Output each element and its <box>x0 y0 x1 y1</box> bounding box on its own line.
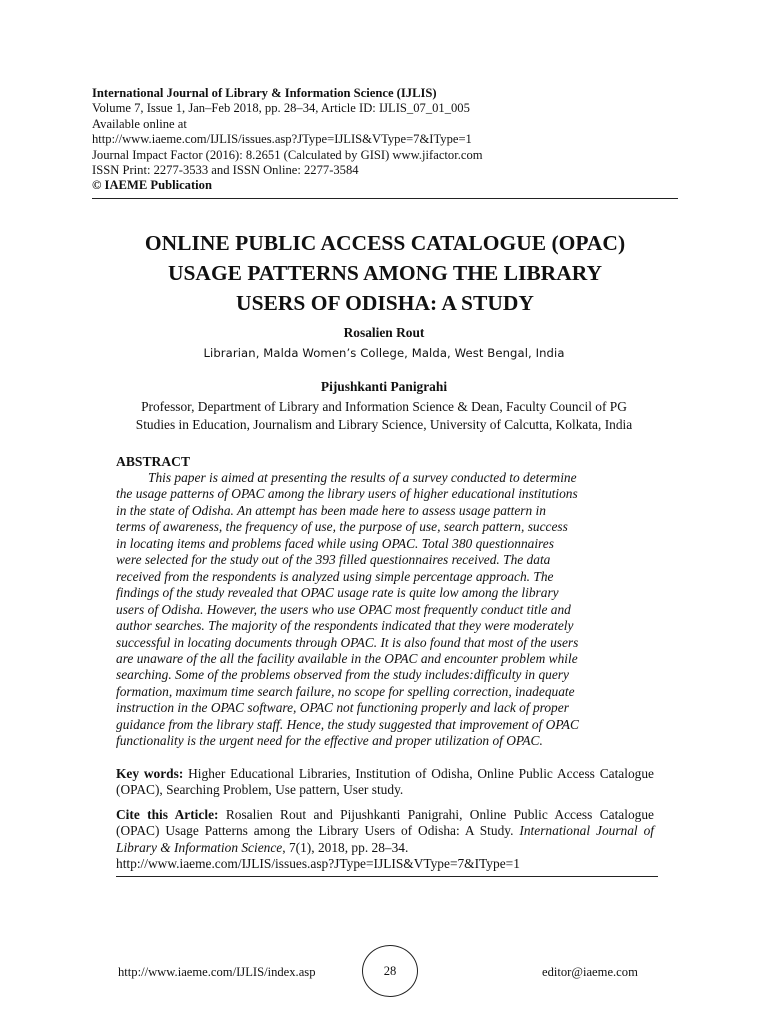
cite-text-2: , 7(1), 2018, pp. 28–34. <box>282 839 409 855</box>
abstract-heading: ABSTRACT <box>116 454 191 469</box>
abstract-line: searching. Some of the problems observed from the study includes:difficulty in query <box>116 667 569 683</box>
author-affiliation-line-1: Professor, Department of Library and Information Science & Dean, Faculty Council of PG <box>141 399 627 414</box>
abstract-line: author searches. The majority of the respondents indicated that they were moderately <box>116 618 574 634</box>
keywords-label: Key words: <box>116 766 184 781</box>
title-line-2: USAGE PATTERNS AMONG THE LIBRARY <box>167 261 603 285</box>
keywords-text: Higher Educational Libraries, Institution of Odisha, Online Public Access Catalogue (OPAC), Searching Problem, Use pattern, User study. <box>116 766 654 798</box>
abstract-line: functionality is the urgent need for the effective and proper utilization of OPAC. <box>116 733 543 749</box>
abstract-body <box>116 470 654 750</box>
author-name: Pijushkanti Panigrahi <box>320 379 448 394</box>
title-line-3: USERS OF ODISHA: A STUDY <box>236 291 534 315</box>
citation-paragraph <box>116 807 654 873</box>
abstract-line: users of Odisha. However, the users who use OPAC most frequently conduct title and <box>116 601 571 617</box>
abstract-line: successful in locating documents through OPAC. It is also found that most of the users <box>116 634 579 650</box>
issn-line: ISSN Print: 2277-3533 and ISSN Online: 2277-3584 <box>92 163 359 178</box>
abstract-line: terms of awareness, the frequency of use, the purpose of use, search pattern, success <box>116 519 568 535</box>
cite-url[interactable]: http://www.iaeme.com/IJLIS/issues.asp?JType=IJLIS&VType=7&IType=1 <box>116 856 520 872</box>
keywords-paragraph <box>116 766 654 799</box>
abstract-line: This paper is aimed at presenting the results of a survey conducted to determine <box>148 470 577 485</box>
cite-journal: International Journal of Library & Information Science <box>116 823 654 855</box>
abstract-line: are unaware of the all the facility available in the OPAC and encounter problem while <box>116 650 578 666</box>
journal-name: International Journal of Library & Information Science (IJLIS) <box>92 86 437 100</box>
title-line-1: ONLINE PUBLIC ACCESS CATALOGUE (OPAC) <box>144 231 626 255</box>
author-affiliation: Librarian, Malda Women’s College, Malda, West Bengal, India <box>203 346 565 360</box>
abstract-line: in locating items and problems faced while using OPAC. Total 380 questionnaires <box>116 535 554 551</box>
abstract-line: the usage patterns of OPAC among the library users of higher educational institutions <box>116 486 578 502</box>
author-name: Rosalien Rout <box>343 325 425 340</box>
page-number <box>362 945 418 997</box>
volume-line: Volume 7, Issue 1, Jan–Feb 2018, pp. 28–34, Article ID: IJLIS_07_01_005 <box>92 101 470 116</box>
impact-factor: Journal Impact Factor (2016): 8.2651 (Calculated by GISI) www.jifactor.com <box>92 147 483 162</box>
author-block-2 <box>60 379 708 433</box>
abstract-line: guidance from the library staff. Hence, the study suggested that improvement of OPAC <box>116 716 579 732</box>
footer-email[interactable]: editor@iaeme.com <box>542 965 638 979</box>
journal-header <box>92 86 678 194</box>
author-block-1 <box>60 325 708 363</box>
citation-divider <box>116 876 658 877</box>
publisher: © IAEME Publication <box>92 178 212 193</box>
abstract-line: findings of the study revealed that OPAC usage rate is quite low among the library <box>116 585 559 601</box>
journal-url[interactable]: http://www.iaeme.com/IJLIS/issues.asp?JType=IJLIS&VType=7&IType=1 <box>92 132 472 147</box>
abstract-line: in the state of Odisha. An attempt has been made here to assess usage pattern in <box>116 502 546 518</box>
header-divider <box>92 198 678 199</box>
available-online: Available online at <box>92 116 187 131</box>
abstract-line: were selected for the study out of the 393 filled questionnaires received. The data <box>116 552 551 568</box>
cite-label: Cite this Article: <box>116 807 219 822</box>
footer-url[interactable]: http://www.iaeme.com/IJLIS/index.asp <box>118 965 316 979</box>
abstract-line: formation, maximum time search failure, no scope for spelling correction, inadequate <box>116 683 575 699</box>
author-affiliation-line-2: Studies in Education, Journalism and Library Science, University of Calcutta, Kolkata, India <box>135 416 633 432</box>
cite-text: Rosalien Rout and Pijushkanti Panigrahi, Online Public Access Catalogue (OPAC) Usage Patterns among the Library Users of Odisha: A Study. <box>116 807 654 839</box>
page-number-text: 28 <box>383 963 397 978</box>
paper-title <box>92 228 678 318</box>
abstract-line: instruction in the OPAC software, OPAC not functioning properly and lack of proper <box>116 700 569 716</box>
abstract-line: received from the respondents is analyzed using simple percentage approach. The <box>116 568 554 584</box>
